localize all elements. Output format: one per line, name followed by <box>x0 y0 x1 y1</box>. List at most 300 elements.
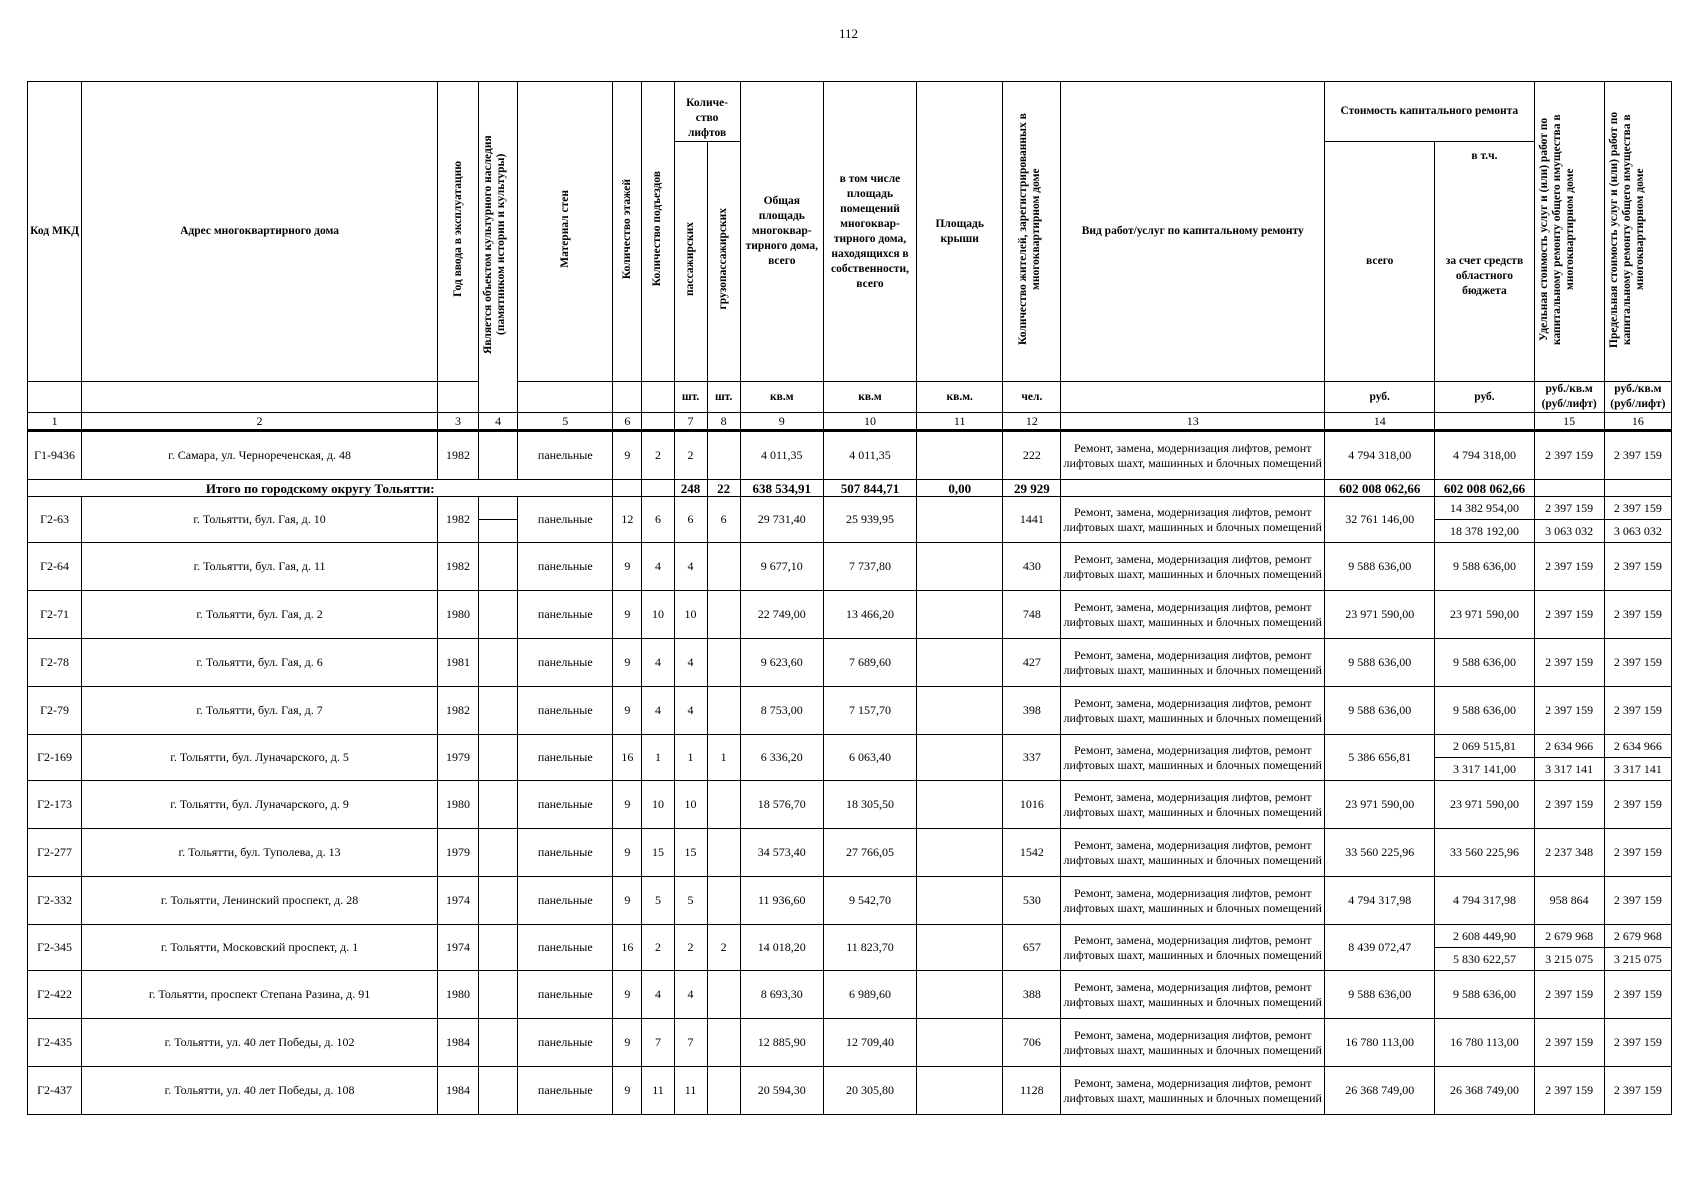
cell-total: 5 386 656,81 <box>1325 735 1435 781</box>
cell-year: 1979 <box>437 735 478 781</box>
table-header <box>28 82 1672 431</box>
cell-roof <box>917 1067 1003 1115</box>
unit-cost-per-m2: руб./кв.м (руб/лифт) <box>1604 382 1671 413</box>
cell-regional: 9 588 636,00 <box>1435 543 1534 591</box>
capital-repair-table <box>27 81 1672 1115</box>
cell-regional: 23 971 590,00 <box>1435 591 1534 639</box>
cell-entrances: 4 <box>642 971 674 1019</box>
cell-area: 20 594,30 <box>740 1067 823 1115</box>
cell-total: 23 971 590,00 <box>1325 591 1435 639</box>
cell-heritage <box>479 971 518 1019</box>
cell-max: 2 397 159 <box>1604 1019 1671 1067</box>
cell-area: 9 677,10 <box>740 543 823 591</box>
cell-work: Ремонт, замена, модернизация лифтов, ремонт лифтовых шахт, машинных и блочных помещений <box>1061 639 1325 687</box>
cell-cargo <box>707 1019 740 1067</box>
cell-unit: 2 397 159 <box>1534 639 1604 687</box>
total-cost: 602 008 062,66 <box>1325 480 1435 497</box>
table-row <box>28 687 1672 735</box>
cell-regional: 9 588 636,00 <box>1435 639 1534 687</box>
cell-material: панельные <box>518 1067 613 1115</box>
cell-area: 18 576,70 <box>740 781 823 829</box>
header-residents: Количество жителей, зарегистрированных в многоквартирном доме <box>1003 82 1061 382</box>
cell-code: Г2-71 <box>28 591 82 639</box>
cell-entrances: 6 <box>642 497 674 543</box>
cell-roof <box>917 877 1003 925</box>
cell-max: 2 397 159 <box>1604 591 1671 639</box>
cell-floors: 9 <box>613 829 642 877</box>
cell-pass: 4 <box>674 543 707 591</box>
cell-area: 29 731,40 <box>740 497 823 543</box>
cell-code: Г2-435 <box>28 1019 82 1067</box>
cell-pass: 4 <box>674 687 707 735</box>
cell-area: 22 749,00 <box>740 591 823 639</box>
cell-regional: 9 588 636,00 <box>1435 971 1534 1019</box>
cell-regional: 23 971 590,00 <box>1435 781 1534 829</box>
cell-material: панельные <box>518 687 613 735</box>
cell-total: 23 971 590,00 <box>1325 781 1435 829</box>
cell-pass: 4 <box>674 971 707 1019</box>
cell-cargo <box>707 971 740 1019</box>
cell-roof <box>917 829 1003 877</box>
cell-regional: 5 830 622,57 <box>1435 948 1534 971</box>
cell-material: панельные <box>518 925 613 971</box>
cell-heritage <box>479 1019 518 1067</box>
cell-unit: 958 864 <box>1534 877 1604 925</box>
unit-blank <box>82 382 438 413</box>
cell-floors: 9 <box>613 1067 642 1115</box>
cell-floors: 9 <box>613 591 642 639</box>
col-number: 6 <box>613 413 642 431</box>
header-lifts-cargo: грузопассажирских <box>707 142 740 382</box>
cell-unit: 2 397 159 <box>1534 431 1604 480</box>
cell-year: 1984 <box>437 1067 478 1115</box>
cell-cargo <box>707 543 740 591</box>
cell-owned: 7 157,70 <box>823 687 916 735</box>
cell-pass: 2 <box>674 431 707 480</box>
cell-regional: 33 560 225,96 <box>1435 829 1534 877</box>
cell-entrances: 4 <box>642 639 674 687</box>
cell-address: г. Тольятти, бул. Луначарского, д. 9 <box>82 781 438 829</box>
cell-owned: 9 542,70 <box>823 877 916 925</box>
cell-material: панельные <box>518 781 613 829</box>
cell-unit: 2 397 159 <box>1534 543 1604 591</box>
unit-rub: руб. <box>1435 382 1534 413</box>
total-blank <box>1604 480 1671 497</box>
col-number: 13 <box>1061 413 1325 431</box>
col-number: 2 <box>82 413 438 431</box>
cell-unit: 2 397 159 <box>1534 1019 1604 1067</box>
unit-blank <box>642 382 674 413</box>
cell-owned: 11 823,70 <box>823 925 916 971</box>
column-numbers-row <box>28 413 1672 431</box>
table-row <box>28 497 1672 520</box>
cell-year: 1984 <box>437 1019 478 1067</box>
cell-max: 2 397 159 <box>1604 431 1671 480</box>
cell-material: панельные <box>518 971 613 1019</box>
cell-roof <box>917 971 1003 1019</box>
cell-unit: 3 215 075 <box>1534 948 1604 971</box>
cell-residents: 1542 <box>1003 829 1061 877</box>
table-row <box>28 591 1672 639</box>
cell-work: Ремонт, замена, модернизация лифтов, ремонт лифтовых шахт, машинных и блочных помещений <box>1061 925 1325 971</box>
cell-material: панельные <box>518 1019 613 1067</box>
cell-area: 14 018,20 <box>740 925 823 971</box>
cell-regional: 18 378 192,00 <box>1435 520 1534 543</box>
total-blank <box>1061 480 1325 497</box>
header-max-cost: Предельная стоимость услуг и (или) работ по капитальному ремонту общего имущества в многоквартирном доме <box>1604 82 1671 382</box>
cell-material: панельные <box>518 591 613 639</box>
cell-work: Ремонт, замена, модернизация лифтов, ремонт лифтовых шахт, машинных и блочных помещений <box>1061 687 1325 735</box>
header-cost-regional: за счет средств областного бюджета <box>1435 172 1534 382</box>
cell-work: Ремонт, замена, модернизация лифтов, ремонт лифтовых шахт, машинных и блочных помещений <box>1061 543 1325 591</box>
table-body <box>28 431 1672 1115</box>
col-number-blank <box>642 413 674 431</box>
cell-max: 2 679 968 <box>1604 925 1671 948</box>
cell-roof <box>917 781 1003 829</box>
header-lifts-passenger: пассажирских <box>674 142 707 382</box>
cell-work: Ремонт, замена, модернизация лифтов, ремонт лифтовых шахт, машинных и блочных помещений <box>1061 781 1325 829</box>
cell-pass: 11 <box>674 1067 707 1115</box>
cell-work: Ремонт, замена, модернизация лифтов, ремонт лифтовых шахт, машинных и блочных помещений <box>1061 1067 1325 1115</box>
cell-heritage <box>479 543 518 591</box>
unit-blank <box>28 382 82 413</box>
cell-cargo <box>707 639 740 687</box>
header-total-area: Общая площадь многоквар-тирного дома, всего <box>740 82 823 382</box>
unit-blank <box>437 382 478 413</box>
cell-floors: 9 <box>613 877 642 925</box>
col-number: 7 <box>674 413 707 431</box>
cell-area: 8 753,00 <box>740 687 823 735</box>
cell-roof <box>917 431 1003 480</box>
cell-regional: 9 588 636,00 <box>1435 687 1534 735</box>
cell-code: Г2-422 <box>28 971 82 1019</box>
cell-residents: 430 <box>1003 543 1061 591</box>
cell-area: 4 011,35 <box>740 431 823 480</box>
cell-roof <box>917 497 1003 543</box>
table-row <box>28 543 1672 591</box>
cell-residents: 530 <box>1003 877 1061 925</box>
unit-area: кв.м <box>740 382 823 413</box>
cell-address: г. Тольятти, бул. Туполева, д. 13 <box>82 829 438 877</box>
cell-cargo <box>707 1067 740 1115</box>
cell-total: 9 588 636,00 <box>1325 971 1435 1019</box>
unit-area: кв.м <box>823 382 916 413</box>
col-number: 8 <box>707 413 740 431</box>
cell-max: 3 215 075 <box>1604 948 1671 971</box>
table-row <box>28 971 1672 1019</box>
cell-heritage <box>479 781 518 829</box>
cell-code: Г2-437 <box>28 1067 82 1115</box>
cell-heritage <box>479 431 518 480</box>
cell-area: 12 885,90 <box>740 1019 823 1067</box>
cell-year: 1979 <box>437 829 478 877</box>
cell-total: 4 794 318,00 <box>1325 431 1435 480</box>
unit-people: чел. <box>1003 382 1061 413</box>
cell-pass: 4 <box>674 639 707 687</box>
cell-heritage <box>479 639 518 687</box>
cell-cargo <box>707 829 740 877</box>
cell-address: г. Тольятти, бул. Гая, д. 11 <box>82 543 438 591</box>
cell-residents: 398 <box>1003 687 1061 735</box>
header-cost-group: Стоимость капитального ремонта <box>1325 82 1535 142</box>
cell-floors: 16 <box>613 735 642 781</box>
cell-max: 2 397 159 <box>1604 781 1671 829</box>
header-roof-area: Площадь крыши <box>917 82 1003 382</box>
cell-regional: 4 794 317,98 <box>1435 877 1534 925</box>
unit-rub: руб. <box>1325 382 1435 413</box>
cell-total: 8 439 072,47 <box>1325 925 1435 971</box>
cell-total: 9 588 636,00 <box>1325 639 1435 687</box>
cell-residents: 222 <box>1003 431 1061 480</box>
cell-heritage <box>479 735 518 781</box>
header-cost-incl: в т.ч. <box>1435 142 1534 172</box>
cell-total: 33 560 225,96 <box>1325 829 1435 877</box>
cell-material: панельные <box>518 877 613 925</box>
cell-regional: 3 317 141,00 <box>1435 758 1534 781</box>
cell-unit: 2 679 968 <box>1534 925 1604 948</box>
cell-floors: 9 <box>613 971 642 1019</box>
cell-regional: 26 368 749,00 <box>1435 1067 1534 1115</box>
col-number: 16 <box>1604 413 1671 431</box>
col-number: 11 <box>917 413 1003 431</box>
col-number: 15 <box>1534 413 1604 431</box>
cell-roof <box>917 925 1003 971</box>
cell-year: 1980 <box>437 591 478 639</box>
cell-heritage <box>479 829 518 877</box>
cell-floors: 9 <box>613 431 642 480</box>
cell-regional: 4 794 318,00 <box>1435 431 1534 480</box>
cell-max: 2 397 159 <box>1604 687 1671 735</box>
table-row <box>28 1019 1672 1067</box>
cell-max: 3 317 141 <box>1604 758 1671 781</box>
cell-material: панельные <box>518 497 613 543</box>
cell-residents: 388 <box>1003 971 1061 1019</box>
cell-owned: 6 063,40 <box>823 735 916 781</box>
cell-heritage <box>479 877 518 925</box>
header-heritage: Является объектом культурного наследия (памятником истории и культуры) <box>479 82 518 413</box>
cell-code: Г2-63 <box>28 497 82 543</box>
cell-code: Г2-64 <box>28 543 82 591</box>
cell-address: г. Тольятти, Московский проспект, д. 1 <box>82 925 438 971</box>
cell-year: 1974 <box>437 925 478 971</box>
cell-address: г. Самара, ул. Чернореченская, д. 48 <box>82 431 438 480</box>
cell-cargo <box>707 591 740 639</box>
table-row <box>28 829 1672 877</box>
cell-area: 11 936,60 <box>740 877 823 925</box>
unit-pcs: шт. <box>707 382 740 413</box>
cell-residents: 657 <box>1003 925 1061 971</box>
cell-work: Ремонт, замена, модернизация лифтов, ремонт лифтовых шахт, машинных и блочных помещений <box>1061 591 1325 639</box>
cell-owned: 7 689,60 <box>823 639 916 687</box>
cell-unit: 2 237 348 <box>1534 829 1604 877</box>
cell-entrances: 10 <box>642 781 674 829</box>
total-residents: 29 929 <box>1003 480 1061 497</box>
total-pass: 248 <box>674 480 707 497</box>
cell-pass: 2 <box>674 925 707 971</box>
cell-residents: 337 <box>1003 735 1061 781</box>
cell-owned: 20 305,80 <box>823 1067 916 1115</box>
cell-year: 1982 <box>437 687 478 735</box>
cell-address: г. Тольятти, проспект Степана Разина, д. 91 <box>82 971 438 1019</box>
header-entrances: Количество подъездов <box>642 82 674 382</box>
cell-year: 1982 <box>437 431 478 480</box>
cell-year: 1980 <box>437 781 478 829</box>
cell-code: Г2-332 <box>28 877 82 925</box>
header-owned-area: в том числе площадь помещений многоквар-тирного дома, находящихся в собственности, всего <box>823 82 916 382</box>
cell-heritage <box>479 925 518 971</box>
cell-material: панельные <box>518 829 613 877</box>
cell-owned: 18 305,50 <box>823 781 916 829</box>
cell-owned: 7 737,80 <box>823 543 916 591</box>
col-number: 4 <box>479 413 518 431</box>
cell-code: Г2-78 <box>28 639 82 687</box>
cell-entrances: 1 <box>642 735 674 781</box>
header-year: Год ввода в эксплуатацию <box>437 82 478 382</box>
cell-work: Ремонт, замена, модернизация лифтов, ремонт лифтовых шахт, машинных и блочных помещений <box>1061 971 1325 1019</box>
unit-pcs: шт. <box>674 382 707 413</box>
cell-max: 2 397 159 <box>1604 543 1671 591</box>
total-roof: 0,00 <box>917 480 1003 497</box>
cell-material: панельные <box>518 639 613 687</box>
cell-code: Г2-169 <box>28 735 82 781</box>
cell-material: панельные <box>518 735 613 781</box>
cell-work: Ремонт, замена, модернизация лифтов, ремонт лифтовых шахт, машинных и блочных помещений <box>1061 497 1325 543</box>
cell-address: г. Тольятти, бул. Гая, д. 2 <box>82 591 438 639</box>
col-number: 1 <box>28 413 82 431</box>
cell-code: Г2-79 <box>28 687 82 735</box>
cell-address: г. Тольятти, бул. Луначарского, д. 5 <box>82 735 438 781</box>
cell-unit: 3 317 141 <box>1534 758 1604 781</box>
cell-roof <box>917 639 1003 687</box>
col-number: 3 <box>437 413 478 431</box>
cell-area: 8 693,30 <box>740 971 823 1019</box>
cell-unit: 2 397 159 <box>1534 687 1604 735</box>
header-cost-total: всего <box>1325 142 1435 382</box>
cell-work: Ремонт, замена, модернизация лифтов, ремонт лифтовых шахт, машинных и блочных помещений <box>1061 735 1325 781</box>
cell-roof <box>917 1019 1003 1067</box>
cell-year: 1981 <box>437 639 478 687</box>
cell-material: панельные <box>518 431 613 480</box>
cell-owned: 27 766,05 <box>823 829 916 877</box>
cell-regional: 2 608 449,90 <box>1435 925 1534 948</box>
cell-unit: 2 397 159 <box>1534 971 1604 1019</box>
cell-heritage <box>479 497 518 543</box>
cell-unit: 2 397 159 <box>1534 497 1604 520</box>
cell-heritage <box>479 687 518 735</box>
cell-unit: 2 397 159 <box>1534 591 1604 639</box>
cell-floors: 9 <box>613 1019 642 1067</box>
cell-entrances: 11 <box>642 1067 674 1115</box>
unit-area: кв.м. <box>917 382 1003 413</box>
cell-entrances: 7 <box>642 1019 674 1067</box>
cell-pass: 5 <box>674 877 707 925</box>
cell-regional: 14 382 954,00 <box>1435 497 1534 520</box>
cell-entrances: 2 <box>642 431 674 480</box>
cell-roof <box>917 543 1003 591</box>
table-row <box>28 735 1672 758</box>
cell-work: Ремонт, замена, модернизация лифтов, ремонт лифтовых шахт, машинных и блочных помещений <box>1061 431 1325 480</box>
cell-max: 2 397 159 <box>1604 497 1671 520</box>
cell-max: 3 063 032 <box>1604 520 1671 543</box>
cell-floors: 9 <box>613 639 642 687</box>
cell-cargo <box>707 877 740 925</box>
col-number-blank <box>1435 413 1534 431</box>
cell-year: 1974 <box>437 877 478 925</box>
cell-entrances: 5 <box>642 877 674 925</box>
cell-floors: 9 <box>613 687 642 735</box>
cell-cargo: 6 <box>707 497 740 543</box>
cell-total: 4 794 317,98 <box>1325 877 1435 925</box>
table-row <box>28 431 1672 480</box>
cell-cargo <box>707 687 740 735</box>
cell-total: 9 588 636,00 <box>1325 543 1435 591</box>
cell-residents: 706 <box>1003 1019 1061 1067</box>
table-row <box>28 925 1672 948</box>
cell-address: г. Тольятти, Ленинский проспект, д. 28 <box>82 877 438 925</box>
cell-roof <box>917 591 1003 639</box>
cell-owned: 4 011,35 <box>823 431 916 480</box>
cell-pass: 7 <box>674 1019 707 1067</box>
cell-owned: 13 466,20 <box>823 591 916 639</box>
cell-roof <box>917 735 1003 781</box>
cell-year: 1982 <box>437 497 478 543</box>
cell-area: 34 573,40 <box>740 829 823 877</box>
cell-address: г. Тольятти, бул. Гая, д. 6 <box>82 639 438 687</box>
cell-total: 9 588 636,00 <box>1325 687 1435 735</box>
cell-code: Г2-345 <box>28 925 82 971</box>
cell-residents: 1441 <box>1003 497 1061 543</box>
cell-unit: 2 397 159 <box>1534 781 1604 829</box>
total-area: 638 534,91 <box>740 480 823 497</box>
unit-blank <box>613 382 642 413</box>
cell-cargo <box>707 431 740 480</box>
total-row <box>28 480 1672 497</box>
cell-material: панельные <box>518 543 613 591</box>
cell-work: Ремонт, замена, модернизация лифтов, ремонт лифтовых шахт, машинных и блочных помещений <box>1061 877 1325 925</box>
table-row <box>28 1067 1672 1115</box>
cell-max: 2 397 159 <box>1604 829 1671 877</box>
cell-cargo: 1 <box>707 735 740 781</box>
units-row <box>28 382 1672 413</box>
cell-max: 2 397 159 <box>1604 639 1671 687</box>
cell-max: 2 397 159 <box>1604 971 1671 1019</box>
col-number: 10 <box>823 413 916 431</box>
header-work-type: Вид работ/услуг по капитальному ремонту <box>1061 82 1325 382</box>
cell-address: г. Тольятти, ул. 40 лет Победы, д. 102 <box>82 1019 438 1067</box>
total-regional: 602 008 062,66 <box>1435 480 1534 497</box>
cell-entrances: 2 <box>642 925 674 971</box>
cell-pass: 10 <box>674 781 707 829</box>
cell-work: Ремонт, замена, модернизация лифтов, ремонт лифтовых шахт, машинных и блочных помещений <box>1061 829 1325 877</box>
cell-total: 32 761 146,00 <box>1325 497 1435 543</box>
cell-pass: 6 <box>674 497 707 543</box>
col-number: 12 <box>1003 413 1061 431</box>
unit-blank <box>1061 382 1325 413</box>
table-row <box>28 639 1672 687</box>
header-lifts: Количе-ство лифтов <box>674 82 740 142</box>
page-number: 112 <box>838 26 859 41</box>
cell-area: 6 336,20 <box>740 735 823 781</box>
cell-pass: 1 <box>674 735 707 781</box>
cell-floors: 9 <box>613 781 642 829</box>
unit-blank <box>518 382 613 413</box>
total-label: Итого по городскому округу Тольятти: <box>28 480 613 497</box>
cell-address: г. Тольятти, ул. 40 лет Победы, д. 108 <box>82 1067 438 1115</box>
cell-address: г. Тольятти, бул. Гая, д. 7 <box>82 687 438 735</box>
col-number: 14 <box>1325 413 1435 431</box>
cell-residents: 1016 <box>1003 781 1061 829</box>
col-number: 5 <box>518 413 613 431</box>
